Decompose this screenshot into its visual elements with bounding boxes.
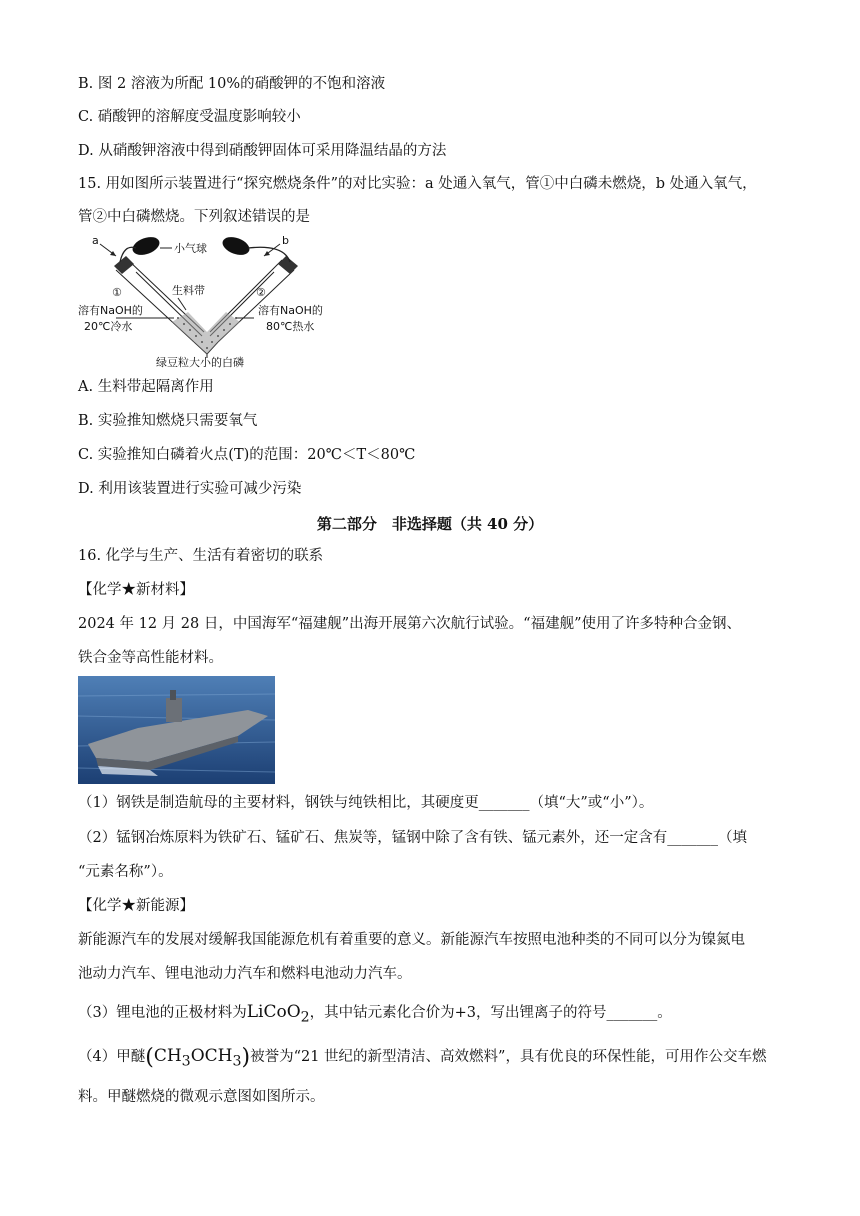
och3-sub: 3: [232, 1053, 242, 1070]
q16-paragraph1-line1: 2024 年 12 月 28 日，中国海军“福建舰”出海开展第六次航行试验。“福建舰”使用了许多特种合金钢、: [78, 616, 741, 632]
licoo2-base: LiCoO: [246, 1002, 301, 1022]
och3-part: OCH: [190, 1046, 233, 1066]
label-a: a: [92, 234, 99, 247]
q16-section-new-materials: 【化学★新材料】: [78, 582, 194, 598]
licoo2-formula: [246, 1002, 310, 1026]
q16-paragraph2-line1: 新能源汽车的发展对缓解我国能源危机有着重要的意义。新能源汽车按照电池种类的不同可以分为镍氮电: [78, 932, 745, 948]
part2-title: 第二部分 非选择题（共 40 分）: [316, 515, 544, 533]
q16-sub3-prefix: （3）锂电池的正极材料为: [78, 1005, 247, 1021]
q14-option-c: C. 硝酸钾的溶解度受温度影响较小: [78, 109, 301, 125]
q16-sub2-line1: （2）锰钢冶炼原料为铁矿石、锰矿石、焦炭等，锰钢中除了含有铁、锰元素外，还一定含有_______（填: [78, 830, 747, 846]
q15-option-c: C. 实验推知白磷着火点(T)的范围：20℃＜T＜80℃: [78, 447, 416, 463]
label-strip: 生料带: [172, 284, 205, 297]
q16-sub4-suffix: 被誉为“21 世纪的新型清洁、高效燃料”，具有优良的环保性能，可用作公交车燃: [250, 1049, 767, 1065]
ch3-sub1: 3: [181, 1053, 191, 1070]
combustion-apparatus-diagram: [76, 232, 346, 372]
label-white-phosphorus: 绿豆粒大小的白磷: [156, 356, 244, 369]
q16-paragraph2-line2: 池动力汽车、锂电池动力汽车和燃料电池动力汽车。: [78, 966, 412, 982]
q15-stem-line2: 管②中白磷燃烧。下列叙述错误的是: [78, 209, 310, 225]
label-left-solution: 溶有NaOH的: [78, 304, 143, 317]
label-b: b: [282, 234, 289, 247]
q16-stem: 16. 化学与生产、生活有着密切的联系: [78, 548, 324, 564]
label-left-temp: 20℃冷水: [84, 320, 133, 333]
q16-sub4-line2: 料。甲醚燃烧的微观示意图如图所示。: [78, 1089, 325, 1105]
label-tube-2: ②: [256, 286, 266, 299]
licoo2-subscript: 2: [300, 1009, 310, 1026]
label-tube-1: ①: [112, 286, 122, 299]
q15-stem-line1: 15. 用如图所示装置进行“探究燃烧条件”的对比实验：a 处通入氧气，管①中白磷未燃烧，b 处通入氧气，: [78, 176, 757, 192]
q15-option-b: B. 实验推知燃烧只需要氧气: [78, 413, 258, 429]
q15-option-d: D. 利用该装置进行实验可减少污染: [78, 481, 302, 497]
q16-sub4-prefix: （4）甲醚: [78, 1049, 146, 1065]
aircraft-carrier-photo: [78, 676, 275, 784]
q15-option-a: A. 生料带起隔离作用: [78, 379, 214, 395]
q16-paragraph1-line2: 铁合金等高性能材料。: [78, 650, 223, 666]
label-right-solution: 溶有NaOH的: [258, 304, 323, 317]
label-right-temp: 80℃热水: [266, 320, 315, 333]
q16-sub2-line2: “元素名称”）。: [78, 864, 173, 880]
q16-sub3-suffix: ，其中钴元素化合价为+3，写出锂离子的符号_______。: [309, 1005, 672, 1021]
dimethyl-ether-formula: [153, 1046, 242, 1070]
ch3-part1: CH: [153, 1046, 182, 1066]
q14-option-d: D. 从硝酸钾溶液中得到硝酸钾固体可采用降温结晶的方法: [78, 143, 447, 159]
q16-sub1: （1）钢铁是制造航母的主要材料，钢铁与纯铁相比，其硬度更_______（填“大”或“小”）。: [78, 795, 654, 811]
q16-section-new-energy: 【化学★新能源】: [78, 898, 194, 914]
label-balloon: 小气球: [174, 242, 207, 255]
q14-option-b: B. 图 2 溶液为所配 10%的硝酸钾的不饱和溶液: [78, 76, 386, 92]
q16-sub3: [78, 1002, 672, 1027]
q16-sub4-line1: （4）甲醚$(CH_3OCH_3)$被誉为“21 世纪的新型清洁、高效燃料”，具有优良的环保性能，可用作公交车燃: [78, 1045, 767, 1070]
